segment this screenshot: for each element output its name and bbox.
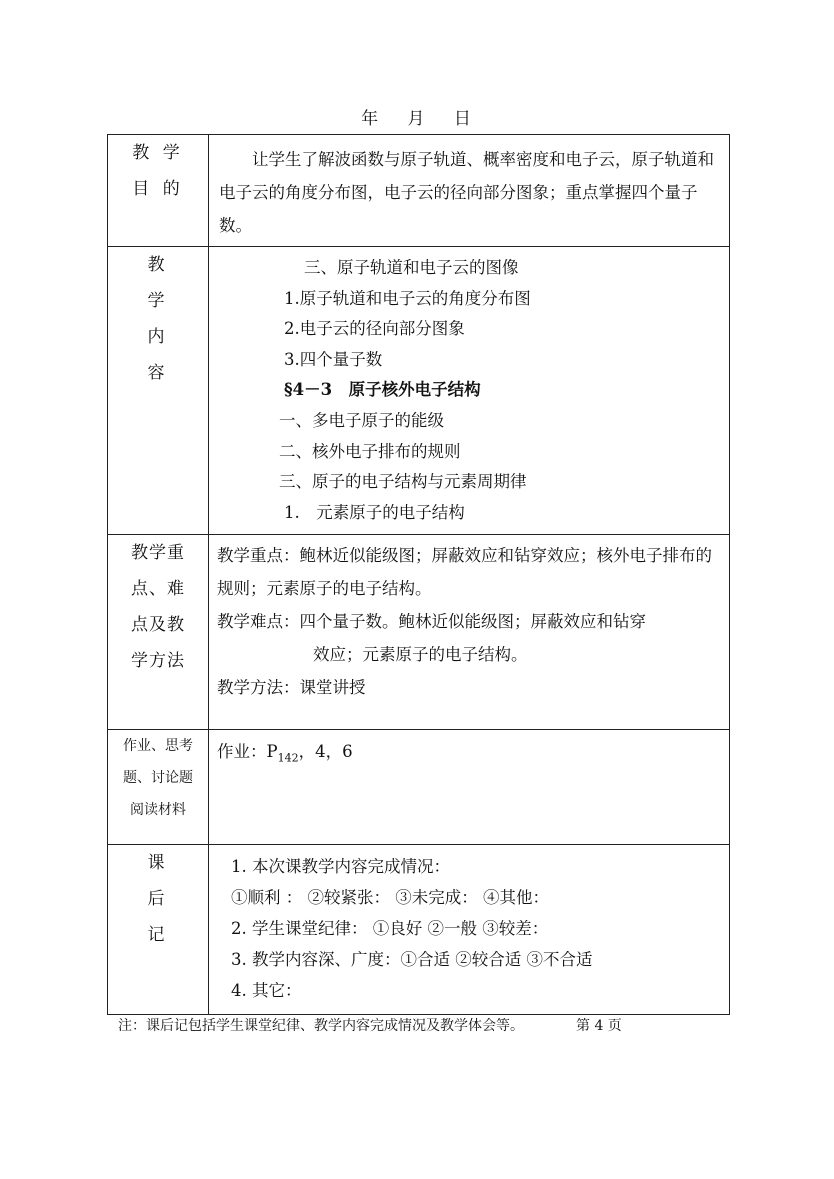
footnote — [118, 1015, 622, 1035]
note-line: ①顺利 ： ②较紧张： ③未完成： ④其他： — [231, 888, 549, 908]
label-homework — [108, 730, 209, 845]
date-month: 月 — [407, 109, 427, 129]
lesson-plan-table — [107, 134, 730, 1015]
teaching-method-text: 教学方法：课堂讲授 — [217, 678, 366, 698]
date-line — [0, 104, 834, 129]
outline-item: 三、原子轨道和电子云的图像 — [304, 258, 519, 277]
date-day: 日 — [453, 109, 473, 129]
label-line: 课 — [147, 853, 169, 874]
label-line: 记 — [147, 925, 169, 946]
label-line: 作业、思考 — [123, 738, 193, 755]
note-line: 3. 教学内容深、广度：①合适 ②较合适 ③不合适 — [231, 950, 593, 970]
label-line: 内 — [147, 327, 169, 347]
difficult-points-text: 教学难点：四个量子数。鲍林近似能级图；屏蔽效应和钻穿 — [217, 612, 646, 632]
outline-item: 1. 元素原子的电子结构 — [284, 502, 465, 522]
page-number: 第 4 页 — [576, 1018, 622, 1034]
content-key-points — [209, 535, 730, 730]
content-after-class-notes — [209, 845, 730, 1015]
label-line: 容 — [147, 363, 169, 383]
key-points-block — [209, 535, 729, 708]
label-line: 后 — [147, 889, 169, 910]
outline-item: 1.原子轨道和电子云的角度分布图 — [284, 288, 531, 308]
label-line: 点及教 — [131, 615, 185, 636]
key-points-text: 教学重点：鲍林近似能级图；屏蔽效应和钻穿效应；核外电子排布的规则；元素原子的电子结构。 — [217, 546, 712, 599]
row-key-points — [108, 535, 730, 730]
content-homework — [209, 730, 730, 845]
note-line: 1. 本次课教学内容完成情况： — [231, 857, 450, 877]
label-line: 阅读材料 — [130, 802, 186, 819]
homework-text — [209, 730, 729, 780]
outline-item: 一、多电子原子的能级 — [279, 410, 444, 430]
outline-item: 二、核外电子排布的规则 — [279, 441, 461, 461]
label-line: 学 — [147, 291, 169, 311]
outline-item: 三、原子的电子结构与元素周期律 — [279, 472, 527, 492]
content-outline — [209, 247, 729, 534]
content-teaching-content — [209, 247, 730, 535]
label-line: 教 学 — [132, 143, 184, 163]
label-after-class-notes — [108, 845, 209, 1015]
row-homework — [108, 730, 730, 845]
label-teaching-goal — [108, 135, 209, 247]
label-line: 点、难 — [131, 579, 185, 600]
after-class-notes — [209, 845, 729, 1012]
label-key-points — [108, 535, 209, 730]
date-year: 年 — [361, 109, 381, 129]
note-line: 2. 学生课堂纪律： ①良好 ②一般 ③较差： — [231, 919, 549, 939]
teaching-goal-text: 让学生了解波函数与原子轨道、概率密度和电子云，原子轨道和电子云的角度分布图，电子云的径向部分图象；重点掌握四个量子数。 — [219, 150, 714, 235]
row-after-class-notes — [108, 845, 730, 1015]
label-line: 教 — [147, 255, 169, 275]
outline-item: 2.电子云的径向部分图象 — [284, 319, 465, 339]
label-line: 目 的 — [132, 179, 184, 199]
content-teaching-goal — [209, 135, 730, 247]
homework-page: 142 — [277, 751, 299, 765]
section-heading: §4－3 原子核外电子结构 — [284, 380, 481, 400]
row-teaching-content — [108, 247, 730, 535]
difficult-points-continued: 效应；元素原子的电子结构。 — [313, 645, 528, 665]
footnote-text: 注：课后记包括学生课堂纪律、教学内容完成情况及教学体会等。 — [118, 1018, 524, 1034]
homework-suffix: ，4，6 — [298, 742, 353, 762]
label-teaching-content — [108, 247, 209, 535]
label-line: 学方法 — [131, 651, 185, 672]
label-line: 题、讨论题 — [123, 770, 193, 787]
homework-prefix: 作业：P — [217, 742, 278, 762]
outline-item: 3.四个量子数 — [284, 349, 383, 369]
row-teaching-goal — [108, 135, 730, 247]
label-line: 教学重 — [131, 543, 185, 564]
note-line: 4. 其它： — [231, 981, 302, 1001]
